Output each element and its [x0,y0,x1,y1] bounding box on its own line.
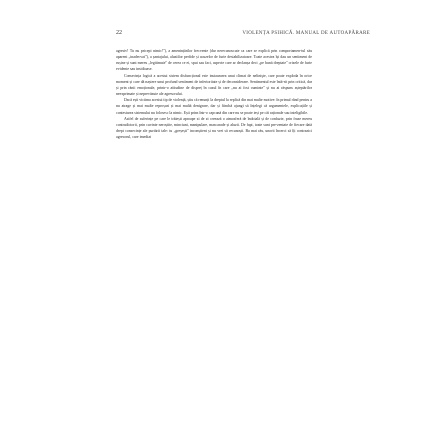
paragraph: Consecința logică a acestui sistem disfuncțional este instaurarea unui climat de nelinişte, care poate exploda în orice moment și care dă naștere unui profund sentiment de inferioritate și de deconsiderare. Sentimentul este întă-rit prin critică, dar și prin rănii emoționale, printr-o atitudine de dispreț în cazul în care „nu ai fost cuminte" și nu ai răspuns așteptărilor neexprimate și neprevăzute ale agresorului. [116,73,312,97]
paragraph: Astfel de suferințe pe care le trăiești aproape zi de zi creează o atmosferă de îndoială și de confuzie, prin fraze mereu contradictorii, prin cuvinte neroștite, minciuni, manipulare, mascarade și aluzii. De fapt, toate sunt pre-zentate de fiecare dată drept consecințe ale purtării tale: tu „greșești" inconștient și nu vrei să recunoști. Ba mai rău, unorii încerci să îți contrazici agresorul, care imediat [116,116,312,140]
paragraph: Dacă ești victima acestui tip de violență, știu că renunți la dreptul la replică din mai multe motive: în primul rând pentru a nu atrage și mai multe reproșuri și mai multă denigrare, dar și fiindcă ajungi să înțelegi că argumentele, explicațiile și contestarea sistemului nu folosesc la nimic. Ești prins într-o capcană din care nu se poate ieși pe căi raționale sau inteligibile. [116,98,312,115]
running-title: VIOLENȚA PSIHICĂ. MANUAL DE AUTOAPĂRARE [242,31,370,36]
body-text [116,48,312,140]
page-number: 22 [116,30,122,36]
page-header [116,30,370,38]
paragraph: agresiv! Tu nu pricepi nimic!"), a amenințărilor frecvente (dar nerecunoscute ca care se explică prin comportamen-tul său aparent „inadecvat"), a șantajului, aluziilor perfide și acuzelor de furie destabilizatoare. Toate acestea își dau un sentiment de rușine și sunt mereu „legitimate" de cerea ce ei, spui sau faci, aspecte care ar declanșa deci „pe bună dreptate" crizele de furie evidente sau insidioase. [116,49,312,72]
